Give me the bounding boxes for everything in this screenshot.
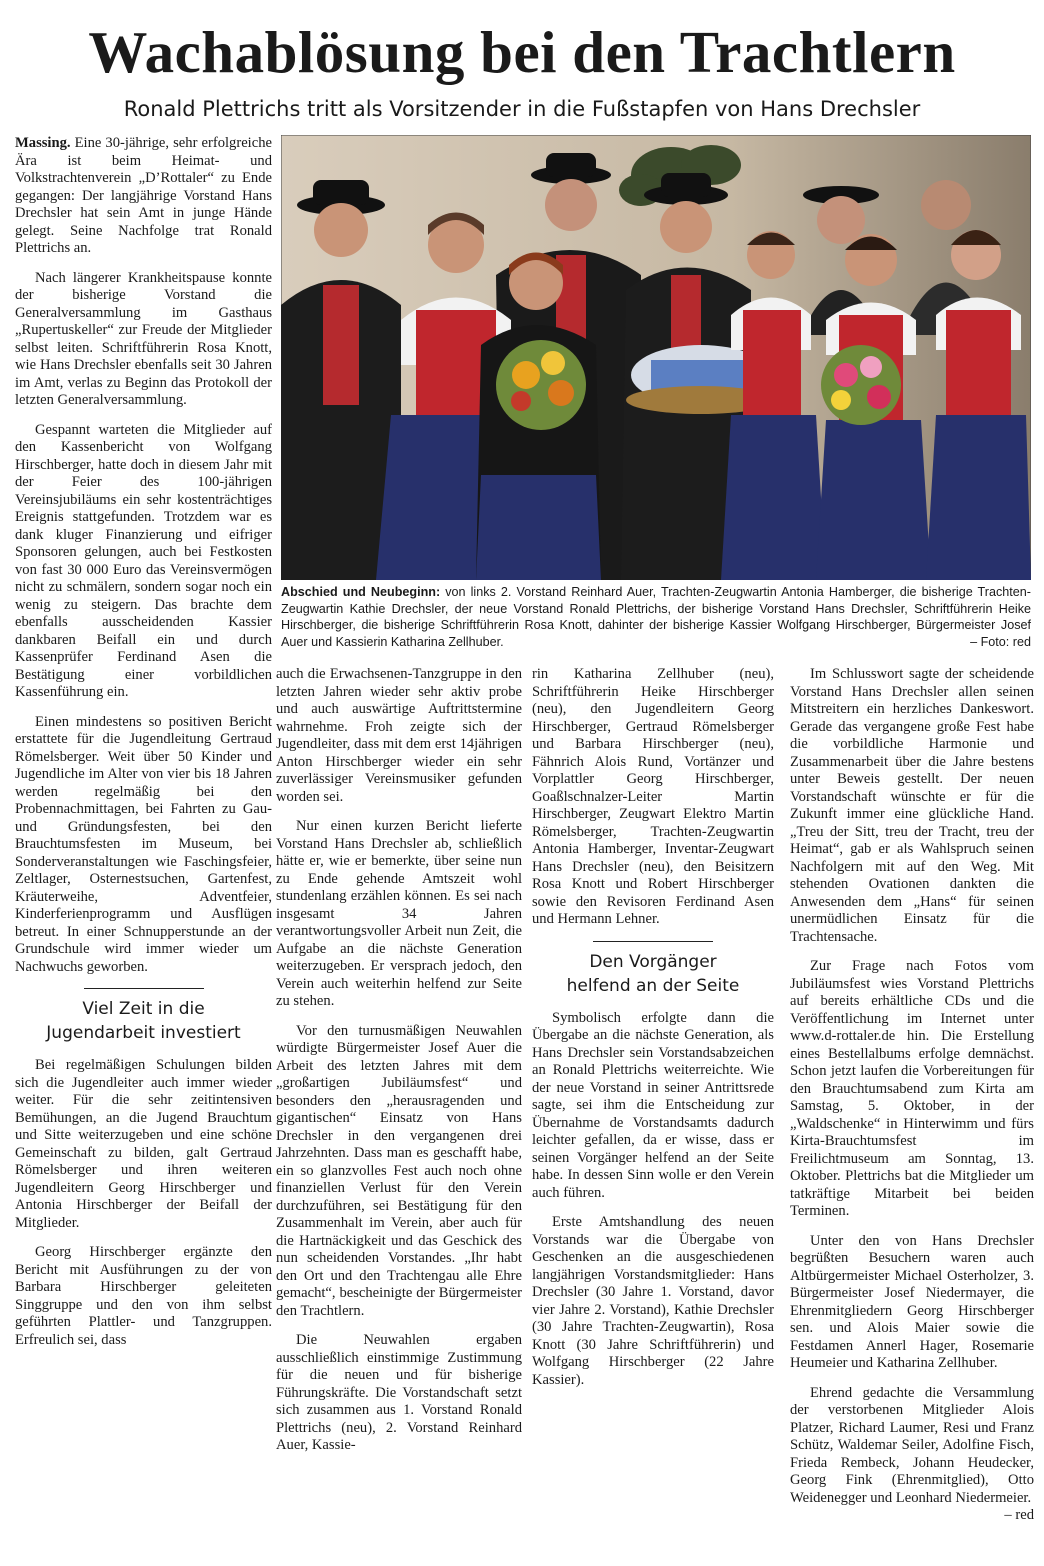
author-signature: – red <box>1004 1507 1034 1523</box>
section-subtitle <box>532 950 774 998</box>
subtitle-line: Den Vorgänger <box>589 951 717 972</box>
paragraph: Die Neuwahlen ergaben ausschließlich einstimmige Zustimmung für die neuen und für bisherige Führungskräfte. Die Vorstandschaft setzt sich zusammen aus 1. Vorstand Ronald Plettrichs (neu), 2. Vorstand Reinhard Auer, Kassie- <box>276 1332 522 1453</box>
caption-lead: Abschied und Neubeginn: <box>281 585 441 599</box>
article-column-3 <box>532 666 774 1401</box>
paragraph: Zur Frage nach Fotos vom Jubiläumsfest wies Vorstand Plettrichs auf bereits erhältliche CDs und die Veröffentlichung im Internet unter www.d-rottaler.de hin. Die Erstellung eines Bestellalbums erfolge demnächst. Schon jetzt laufen die Vorbereitungen für den Brauchtumsabend zum Kirta am Samstag, 5. Oktober, in der „Waldschenke“ in Hinterwimm und fürs Kirta-Brauchtumsfest im Freilichtmuseum am Sonntag, 13. Oktober. Plettrichs bat die Mitglieder um tatkräftige Mitarbeit bei beiden Terminen. <box>790 958 1034 1219</box>
paragraph: Nach längerer Krankheitspause konnte der bisherige Vorstand die Generalversammlung im Gasthaus „Rupertuskeller“ zur Freude der Mitglieder selbst leiten. Schriftführerin Rosa Knott, wie Hans Drechsler ebenfalls seit 30 Jahren im Amt, verlas zu Beginn das Protokoll der letzten Generalversammlung. <box>15 269 272 408</box>
photo-caption <box>281 584 1031 650</box>
photo-credit: – Foto: red <box>970 634 1031 649</box>
subtitle-line: Viel Zeit in die <box>82 999 205 1019</box>
paragraph: Symbolisch erfolgte dann die Übergabe an die nächste Generation, als Hans Drechsler sein Vorstandsabzeichen an Ronald Plettrichs weiterreichte. Wie der neue Vorstand in seiner Antrittsrede sagte, sei ihm die Entscheidung zur Übernahme de Vorstandsamts dadurch leichter gefallen, da er wisse, dass er seinen Vorgänger helfend an der Seite habe. In dessen Sinn wolle er den Verein auch führen. <box>532 1009 774 1201</box>
paragraph: Im Schlusswort sagte der scheidende Vorstand Hans Drechsler allen seinen Mitstreitern ein herzliches Dankeswort. Gerade das vergangene große Fest habe die vorbildliche Harmonie und Zusammenarbeit über die Jahre bestens unter Beweis gestellt. Der neuen Vorstandschaft wünschte er für die Zukunft immer eine glückliche Hand. „Treu der Sitt, treu der Tracht, treu der Heimat“, gab er als Wahlspruch seinen Nachfolgern mit auf den Weg. Mit stehenden Ovationen dankten die Anwesenden dem „Hans“ für seinen unermüdlichen Einsatz für die Trachtensache. <box>790 666 1034 945</box>
caption-text: von links 2. Vorstand Reinhard Auer, Trachten-Zeugwartin Antonia Hamberger, die bisherige Trachten-Zeugwartin Kathie Drechsler, der neue Vorstand Ronald Plettrichs, der bisherige Vorstand Hans Drechsler, Schriftführerin Heike Hirschberger, die bisherige Schriftführerin Rosa Knott, dahinter der bisherige Kassier Wolfgang Hirschberger, Bürgermeister Josef Auer und Kassierin Katharina Zellhuber. <box>281 585 1031 649</box>
paragraph: rin Katharina Zellhuber (neu), Schriftführerin Heike Hirschberger (neu), den Jugendleitern Georg Hirschberger, Gertraud Römelsberger und Barbara Hirschberger (neu), Fähnrich Alois Rund, Vortänzer und Vorplattler Georg Hirschberger, Goaßlschnalzer-Leiter Martin Hirschberger, Zeugwart Elektro Martin Römelsberger, Trachten-Zeugwartin Antonia Hamberger, Inventar-Zeugwart Hans Drechsler (neu), den Beisitzern Rosa Knott und Robert Hirschberger sowie den Revisoren Ferdinand Asen und Hermann Lehner. <box>532 666 774 927</box>
article-column-4 <box>790 666 1034 1525</box>
paragraph: Georg Hirschberger ergänzte den Bericht mit Ausführungen zu der von Barbara Hirschberger geleiteten Singgruppe und den von ihm selbst geführten Plattler- und Tanzgruppen. Erfreulich sei, dass <box>15 1244 272 1348</box>
paragraph: Unter den von Hans Drechsler begrüßten Besuchern waren auch Altbürgermeister Michael Osterholzer, 3. Bürgermeister Josef Niedermayer, die Ehrenmitgliedern Georg Hirschberger sen. und Alois Maier sowie die Festdamen Annerl Hager, Rosemarie Heumeier und Katharina Zellhuber. <box>790 1232 1034 1371</box>
dateline: Massing. <box>15 135 71 151</box>
paragraph <box>790 1384 1034 1523</box>
divider <box>84 988 204 989</box>
paragraph: Vor den turnusmäßigen Neuwahlen würdigte Bürgermeister Josef Auer die Arbeit des letzten Jahres mit dem „großartigen Jubiläumsfest“ und besonders den „herausragenden und gigantischen“ Einsatz von Hans Drechsler in den vergangenen drei Jahrzehnten. Dass man es geschafft habe, ein so glanzvolles Fest auch noch ohne finanziellen Verlust für den Verein durchzuführen, sei Bestätigung für den Zusammenhalt im Verein, aber auch für die Hartnäckigkeit und das Geschick des nun scheidenden Vorstandes. „Ihr habt den Ort und den Trachtengau alle Ehre gemacht“, bescheinigte der Bürgermeister den Trachtlern. <box>276 1022 522 1319</box>
divider <box>593 941 713 942</box>
article-column-2 <box>276 666 522 1467</box>
group-photo <box>281 135 1031 580</box>
article-column-1 <box>15 135 272 1361</box>
paragraph: auch die Erwachsenen-Tanzgruppe in den letzten Jahren wieder sehr aktiv probe und auch auswärtige Auftrittstermine wahrnehme. Froh zeigte sich der Jugendleiter, dass mit dem erst 14jährigen Anton Hirschberger wieder ein sehr zuverlässiger Vereinsmusiker gefunden worden sei. <box>276 666 522 805</box>
headline: Wachablösung bei den Trachtlern <box>88 19 956 85</box>
flower-bouquet-left <box>496 340 586 430</box>
subtitle-line: Jugendarbeit investiert <box>46 1023 241 1043</box>
paragraph-text: Eine 30-jährige, sehr erfolgreiche Ära ist beim Heimat- und Volkstrachtenverein „D’Rottaler“ zu Ende gegangen: Der langjährige Vorstand Hans Drechsler hat sein Amt in junge Hände gelegt. Seine Nachfolge trat Ronald Plettrichs an. <box>15 135 272 256</box>
paragraph-text: Ehrend gedachte die Versammlung der verstorbenen Mitglieder Alois Platzer, Richard Laumer, Resi und Franz Schütz, Waldemar Seiler, Adolfine Fisch, Frieda Rembeck, Johann Heudecker, Georg Fink (Ehrenmitglied), Otto Weidenegger und Leonhard Niedermeier. <box>790 1384 1034 1506</box>
subheadline: Ronald Plettrichs tritt als Vorsitzender in die Fußstapfen von Hans Drechsler <box>123 97 921 121</box>
flower-bouquet-right <box>821 345 901 425</box>
paragraph: Nur einen kurzen Bericht lieferte Vorstand Hans Drechsler ab, schließlich hätte er, wie er bemerkte, über seine nun zu Ende gehende Amtszeit wohl stundenlang erzählen können. Es sei nach insgesamt 34 Jahren verantwortungsvoller Arbeit nun Zeit, die Aufgabe an die nächste Generation weiterzugeben. Er versprach jedoch, den Verein auch weiterhin helfend zur Seite zu stehen. <box>276 818 522 1009</box>
paragraph: Gespannt warteten die Mitglieder auf den Kassenbericht von Wolfgang Hirschberger, hatte doch in diesem Jahr mit der Feier des 100-jährigen Vereinsjubiläums ein sehr kostenträchtiges Ereignis stattgefunden. Trotzdem war es dank kluger Finanzierung und eifriger Sponsoren gelungen, auch bei Festkosten von fast 30 000 Euro das Vereinsvermögen nicht zu schmälern, sondern sogar noch ein wenig zu steigern. Das brachte dem ebenfalls ausscheidenden Kassier dankbaren Beifall ein und durch Kassenprüfer Ferdinand Asen die Bestätigung einer vorbildlichen Kassenführung ein. <box>15 421 272 700</box>
paragraph <box>15 135 272 258</box>
subtitle-line: helfend an der Seite <box>566 975 740 996</box>
paragraph: Einen mindestens so positiven Bericht erstattete für die Jugendleitung Gertraud Römelsberger. Weit über 50 Kinder und Jugendliche im Alter von vier bis 18 Jahren werden regelmäßig bei den Probennachmittagen, bei Fahrten zu Gau- und Gründungsfesten, bei den Brauchtumsfesten im Museum, bei Sonderveranstaltungen wie Faschingsfeier, Zeltlager, Osternestsuchen, Gartenfest, Kräuterweihe, Adventfeier, Kinderferienprogramm und Ausflügen betreut. In einer Schnupperstunde an der Grundschule wird immer wieder um Nachwuchs geworben. <box>15 713 272 975</box>
paragraph: Bei regelmäßigen Schulungen bilden sich die Jugendleiter auch immer wieder weiter. Für die sehr zeitintensiven Bemühungen, an die Jugend Brauchtum und Sitte weiterzugeben und eine schöne Gemeinschaft zu bilden, galt Gertraud Römelsberger und ihren weiteren Jugendleitern Georg Hirschberger und Antonia Hirschberger der Beifall der Mitglieder. <box>15 1057 272 1231</box>
section-subtitle <box>15 997 272 1045</box>
paragraph: Erste Amtshandlung des neuen Vorstands war die Übergabe von Geschenken an die ausgeschiedenen langjährigen Vorstandsmitglieder: Hans Drechsler (30 Jahre 1. Vorstand, davor vier Jahre 2. Vorstand), Kathie Drechsler (30 Jahre Trachten-Zeugwartin), Rosa Knott (30 Jahre Schriftführerin) und Wolfgang Hirschberger (22 Jahre Kassier). <box>532 1214 774 1388</box>
